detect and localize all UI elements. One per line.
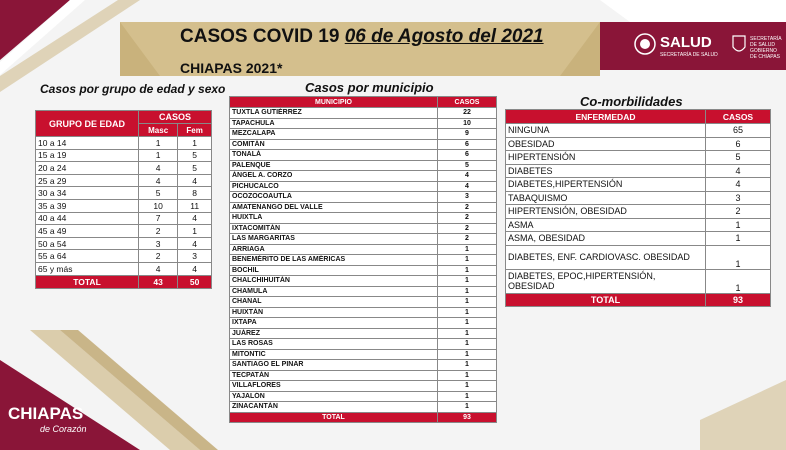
mun-cases-cell: 1 — [438, 265, 497, 276]
masc-cell: 7 — [139, 212, 178, 225]
municipio-cell: TUXTLA GUTIÉRREZ — [230, 108, 438, 119]
table-row — [230, 244, 497, 255]
table-row — [506, 205, 771, 219]
masc-cell: 4 — [139, 162, 178, 175]
chiapas-shield-icon — [732, 35, 746, 55]
table-row — [506, 124, 771, 138]
mun-cases-cell: 1 — [438, 349, 497, 360]
fem-cell: 4 — [178, 262, 212, 275]
mun-cases-cell: 1 — [438, 276, 497, 287]
fem-cell: 11 — [178, 199, 212, 212]
municipio-cell: COMITÁN — [230, 139, 438, 150]
table-row — [36, 174, 212, 187]
age-table — [35, 110, 212, 289]
municipio-cell: CHALCHIHUITÁN — [230, 276, 438, 287]
mun-cases-cell: 2 — [438, 234, 497, 245]
municipio-cell: HUIXTLA — [230, 213, 438, 224]
col-age-group: GRUPO DE EDAD — [36, 111, 139, 137]
enfermedad-cell: TABAQUISMO — [506, 191, 706, 205]
com-cases-cell: 1 — [706, 269, 771, 293]
com-cases-cell: 65 — [706, 124, 771, 138]
mun-cases-cell: 1 — [438, 318, 497, 329]
table-row — [230, 139, 497, 150]
col-cases: CASOS — [139, 111, 212, 124]
table-row — [230, 381, 497, 392]
salud-logo-sub: SECRETARÍA DE SALUD — [660, 52, 718, 58]
table-row — [230, 339, 497, 350]
age-section-heading: Casos por grupo de edad y sexo — [40, 82, 226, 96]
title-date: 06 de Agosto del 2021 — [344, 26, 544, 47]
mun-cases-cell: 1 — [438, 402, 497, 413]
table-row — [36, 162, 212, 175]
municipio-cell: TONALÁ — [230, 150, 438, 161]
table-row — [506, 137, 771, 151]
table-row — [506, 218, 771, 232]
age-total-fem: 50 — [178, 275, 212, 288]
mun-cases-cell: 1 — [438, 297, 497, 308]
table-row — [230, 202, 497, 213]
mun-cases-cell: 6 — [438, 139, 497, 150]
table-row — [230, 307, 497, 318]
com-cases-cell: 3 — [706, 191, 771, 205]
masc-cell: 3 — [139, 237, 178, 250]
municipio-cell: AMATENANGO DEL VALLE — [230, 202, 438, 213]
table-row — [36, 149, 212, 162]
enfermedad-cell: ASMA, OBESIDAD — [506, 232, 706, 246]
fem-cell: 3 — [178, 250, 212, 263]
enfermedad-cell: DIABETES — [506, 164, 706, 178]
mun-section-heading: Casos por municipio — [305, 80, 434, 95]
enfermedad-cell: HIPERTENSIÓN, OBESIDAD — [506, 205, 706, 219]
enfermedad-cell: DIABETES, EPOC,HIPERTENSIÓN, OBESIDAD — [506, 269, 706, 293]
col-municipio: MUNICIPIO — [230, 97, 438, 108]
masc-cell: 2 — [139, 225, 178, 238]
table-row — [230, 349, 497, 360]
municipio-cell: ÁNGEL A. CORZO — [230, 171, 438, 182]
table-row — [36, 250, 212, 263]
enfermedad-cell: DIABETES,HIPERTENSIÓN — [506, 178, 706, 192]
table-row — [230, 360, 497, 371]
table-row — [230, 402, 497, 413]
mun-cases-cell: 4 — [438, 181, 497, 192]
mun-cases-cell: 1 — [438, 244, 497, 255]
age-group-cell: 15 a 19 — [36, 149, 139, 162]
title-prefix: CASOS COVID 19 — [180, 26, 340, 47]
masc-cell: 4 — [139, 262, 178, 275]
table-row — [230, 118, 497, 129]
mun-cases-cell: 22 — [438, 108, 497, 119]
fem-cell: 4 — [178, 237, 212, 250]
masc-cell: 10 — [139, 199, 178, 212]
municipio-cell: MITONTIC — [230, 349, 438, 360]
mun-cases-cell: 2 — [438, 202, 497, 213]
municipio-cell: PALENQUE — [230, 160, 438, 171]
table-row — [230, 255, 497, 266]
table-row — [230, 391, 497, 402]
mun-cases-cell: 1 — [438, 370, 497, 381]
age-group-cell: 35 a 39 — [36, 199, 139, 212]
com-total-label: TOTAL — [506, 293, 706, 307]
municipio-cell: YAJALÓN — [230, 391, 438, 402]
table-row — [36, 225, 212, 238]
age-group-cell: 65 y más — [36, 262, 139, 275]
table-row — [36, 262, 212, 275]
mun-cases-cell: 5 — [438, 160, 497, 171]
com-cases-cell: 6 — [706, 137, 771, 151]
municipio-cell: HUIXTÁN — [230, 307, 438, 318]
com-cases-cell: 1 — [706, 218, 771, 232]
page-subtitle: CHIAPAS 2021* — [180, 60, 283, 76]
fem-cell: 1 — [178, 137, 212, 150]
age-group-cell: 30 a 34 — [36, 187, 139, 200]
mun-cases-cell: 6 — [438, 150, 497, 161]
municipio-cell: BOCHIL — [230, 265, 438, 276]
masc-cell: 4 — [139, 174, 178, 187]
masc-cell: 1 — [139, 137, 178, 150]
municipio-cell: MEZCALAPA — [230, 129, 438, 140]
masc-cell: 2 — [139, 250, 178, 263]
mun-cases-cell: 9 — [438, 129, 497, 140]
table-row — [506, 191, 771, 205]
enfermedad-cell: NINGUNA — [506, 124, 706, 138]
age-group-cell: 45 a 49 — [36, 225, 139, 238]
age-group-cell: 25 a 29 — [36, 174, 139, 187]
table-row — [506, 269, 771, 293]
mun-total-value: 93 — [438, 412, 497, 423]
table-row — [230, 265, 497, 276]
table-row — [230, 192, 497, 203]
fem-cell: 4 — [178, 174, 212, 187]
page-title — [180, 26, 544, 48]
municipio-cell: SANTIAGO EL PINAR — [230, 360, 438, 371]
fem-cell: 4 — [178, 212, 212, 225]
col-mun-cases: CASOS — [438, 97, 497, 108]
masc-cell: 5 — [139, 187, 178, 200]
mun-cases-cell: 10 — [438, 118, 497, 129]
table-row — [506, 164, 771, 178]
salud-logo-text: SALUD — [660, 34, 712, 51]
table-row — [36, 199, 212, 212]
table-row — [230, 213, 497, 224]
enfermedad-cell: DIABETES, ENF. CARDIOVASC. OBESIDAD — [506, 245, 706, 269]
table-row — [230, 108, 497, 119]
mexico-seal-icon — [633, 32, 657, 56]
com-total-value: 93 — [706, 293, 771, 307]
municipio-cell: BENEMÉRITO DE LAS AMÉRICAS — [230, 255, 438, 266]
municipality-table — [229, 96, 497, 423]
table-row — [230, 328, 497, 339]
mun-cases-cell: 1 — [438, 255, 497, 266]
table-row — [230, 171, 497, 182]
municipio-cell: ARRIAGA — [230, 244, 438, 255]
table-row — [230, 223, 497, 234]
table-row — [36, 237, 212, 250]
table-row — [36, 137, 212, 150]
fem-cell: 5 — [178, 149, 212, 162]
municipio-cell: IXTAPA — [230, 318, 438, 329]
age-group-cell: 20 a 24 — [36, 162, 139, 175]
col-fem: Fem — [178, 124, 212, 137]
table-row — [230, 276, 497, 287]
age-total-label: TOTAL — [36, 275, 139, 288]
com-cases-cell: 1 — [706, 245, 771, 269]
municipio-cell: IXTACOMITÁN — [230, 223, 438, 234]
age-group-cell: 50 a 54 — [36, 237, 139, 250]
table-row — [230, 160, 497, 171]
chiapas-brand: CHIAPAS — [8, 404, 84, 423]
table-row — [506, 151, 771, 165]
municipio-cell: VILLAFLORES — [230, 381, 438, 392]
table-row — [506, 245, 771, 269]
enfermedad-cell: ASMA — [506, 218, 706, 232]
table-row — [36, 212, 212, 225]
comorbidity-table — [505, 109, 771, 307]
table-row — [230, 286, 497, 297]
fem-cell: 1 — [178, 225, 212, 238]
col-com-cases: CASOS — [706, 110, 771, 124]
table-row — [230, 129, 497, 140]
table-row — [506, 232, 771, 246]
table-row — [230, 234, 497, 245]
mun-cases-cell: 4 — [438, 171, 497, 182]
mun-cases-cell: 1 — [438, 360, 497, 371]
municipio-cell: CHANAL — [230, 297, 438, 308]
enfermedad-cell: OBESIDAD — [506, 137, 706, 151]
com-cases-cell: 1 — [706, 232, 771, 246]
municipio-cell: TAPACHULA — [230, 118, 438, 129]
table-row — [230, 370, 497, 381]
enfermedad-cell: HIPERTENSIÓN — [506, 151, 706, 165]
fem-cell: 8 — [178, 187, 212, 200]
table-row — [230, 150, 497, 161]
secretaria-label: SECRETARÍA DE SALUD GOBIERNO DE CHIAPAS — [750, 36, 782, 60]
municipio-cell: PICHUCALCO — [230, 181, 438, 192]
col-enfermedad: ENFERMEDAD — [506, 110, 706, 124]
table-row — [230, 181, 497, 192]
age-total-masc: 43 — [139, 275, 178, 288]
com-cases-cell: 5 — [706, 151, 771, 165]
municipio-cell: ZINACANTÁN — [230, 402, 438, 413]
municipio-cell: LAS MARGARITAS — [230, 234, 438, 245]
age-group-cell: 55 a 64 — [36, 250, 139, 263]
com-section-heading: Co-morbilidades — [580, 94, 683, 109]
municipio-cell: LAS ROSAS — [230, 339, 438, 350]
age-group-cell: 10 a 14 — [36, 137, 139, 150]
mun-cases-cell: 2 — [438, 213, 497, 224]
mun-cases-cell: 3 — [438, 192, 497, 203]
table-row — [230, 297, 497, 308]
mun-cases-cell: 2 — [438, 223, 497, 234]
com-cases-cell: 4 — [706, 178, 771, 192]
municipio-cell: CHAMULA — [230, 286, 438, 297]
municipio-cell: JUÁREZ — [230, 328, 438, 339]
mun-cases-cell: 1 — [438, 391, 497, 402]
table-row — [36, 187, 212, 200]
com-cases-cell: 2 — [706, 205, 771, 219]
mun-cases-cell: 1 — [438, 307, 497, 318]
table-row — [506, 178, 771, 192]
municipio-cell: TECPATÁN — [230, 370, 438, 381]
mun-cases-cell: 1 — [438, 286, 497, 297]
fem-cell: 5 — [178, 162, 212, 175]
mun-cases-cell: 1 — [438, 381, 497, 392]
col-masc: Masc — [139, 124, 178, 137]
municipio-cell: OCOZOCOAUTLA — [230, 192, 438, 203]
mun-total-label: TOTAL — [230, 412, 438, 423]
age-group-cell: 40 a 44 — [36, 212, 139, 225]
masc-cell: 1 — [139, 149, 178, 162]
com-cases-cell: 4 — [706, 164, 771, 178]
corazon-brand: de Corazón — [40, 424, 87, 434]
mun-cases-cell: 1 — [438, 328, 497, 339]
mun-cases-cell: 1 — [438, 339, 497, 350]
table-row — [230, 318, 497, 329]
